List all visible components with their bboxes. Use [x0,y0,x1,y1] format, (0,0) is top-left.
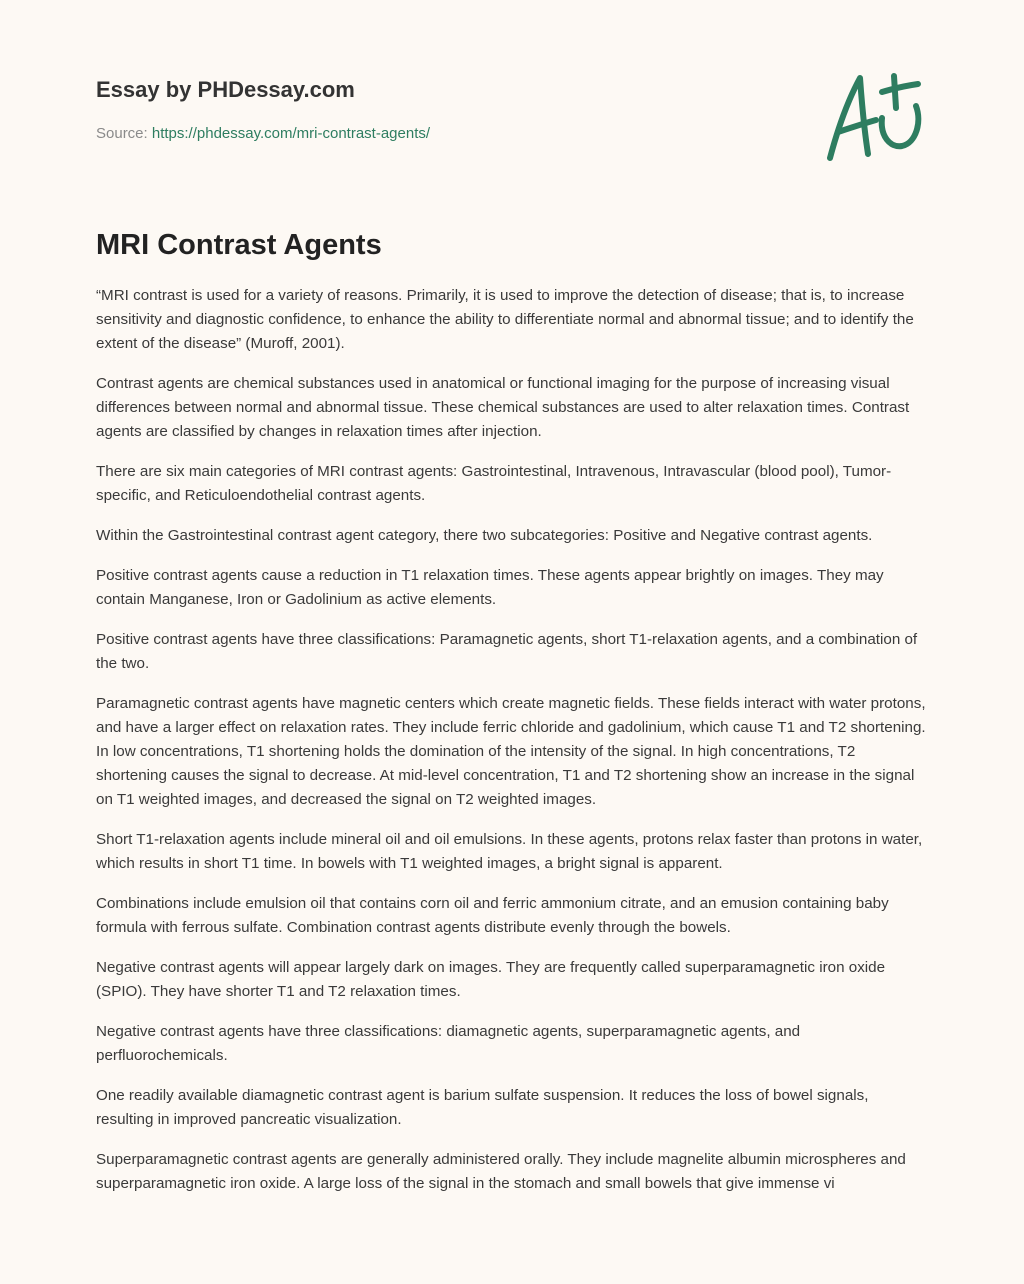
paragraph: Positive contrast agents cause a reduction in T1 relaxation times. These agents appear brightly on images. They may contain Manganese, Iron or Gadolinium as active elements. [96,567,884,608]
paragraph: Superparamagnetic contrast agents are generally administered orally. They include magnelite albumin microspheres and superparamagnetic iron oxide. A large loss of the signal in the stomach and small bowels that give immense vi [96,1151,906,1192]
paragraph: There are six main categories of MRI contrast agents: Gastrointestinal, Intravenous, Intravascular (blood pool), Tumor-specific, and Reticuloendothelial contrast agents. [96,463,892,504]
source-label: Source: [96,125,152,142]
paragraph: Contrast agents are chemical substances used in anatomical or functional imaging for the purpose of increasing visual differences between normal and abnormal tissue. These chemical substances are used to alter relaxation times. Contrast agents are classified by changes in relaxation times after injection. [96,375,910,440]
paragraph: Paramagnetic contrast agents have magnetic centers which create magnetic fields. These fields interact with water protons, and have a larger effect on relaxation rates. They include ferric chloride and gadolinium, which cause T1 and T2 shortening. In low concentrations, T1 shortening holds the domination of the intensity of the signal. In high concentrations, T2 shortening causes the signal to decrease. At mid-level concentration, T1 and T2 shortening show an increase in the signal on T1 weighted images, and decreased the signal on T2 weighted images. [96,695,926,808]
essay-title: MRI Contrast Agents [96,229,382,261]
paragraph: Negative contrast agents will appear largely dark on images. They are frequently called superparamagnetic iron oxide (SPIO). They have shorter T1 and T2 relaxation times. [96,959,886,1000]
paragraph: “MRI contrast is used for a variety of reasons. Primarily, it is used to improve the detection of disease; that is, to increase sensitivity and diagnostic confidence, to enhance the ability to differentiate normal and abnormal tissue; and to identify the extent of the disease” (Muroff, 2001). [96,287,914,352]
paragraph: Negative contrast agents have three classifications: diamagnetic agents, superparamagnetic agents, and perfluorochemicals. [96,1023,801,1064]
source-line [96,124,928,144]
paragraph: One readily available diamagnetic contrast agent is barium sulfate suspension. It reduces the loss of bowel signals, resulting in improved pancreatic visualization. [96,1087,869,1128]
essay-header [96,76,928,144]
paragraph: Within the Gastrointestinal contrast agent category, there two subcategories: Positive and Negative contrast agents. [96,527,873,544]
essay-body [96,226,930,1212]
paragraph: Short T1-relaxation agents include mineral oil and oil emulsions. In these agents, protons relax faster than protons in water, which results in short T1 time. In bowels with T1 weighted images, a bright signal is apparent. [96,831,923,872]
paragraph: Combinations include emulsion oil that contains corn oil and ferric ammonium citrate, and an emusion containing baby formula with ferrous sulfate. Combination contrast agents distribute evenly through the bowels. [96,895,889,936]
a-plus-grade-logo-icon [820,66,930,166]
source-link[interactable]: https://phdessay.com/mri-contrast-agents/ [151,125,431,142]
paragraph: Positive contrast agents have three classifications: Paramagnetic agents, short T1-relaxation agents, and a combination of the two. [96,631,918,672]
brand-title: Essay by PHDessay.com [96,77,355,102]
